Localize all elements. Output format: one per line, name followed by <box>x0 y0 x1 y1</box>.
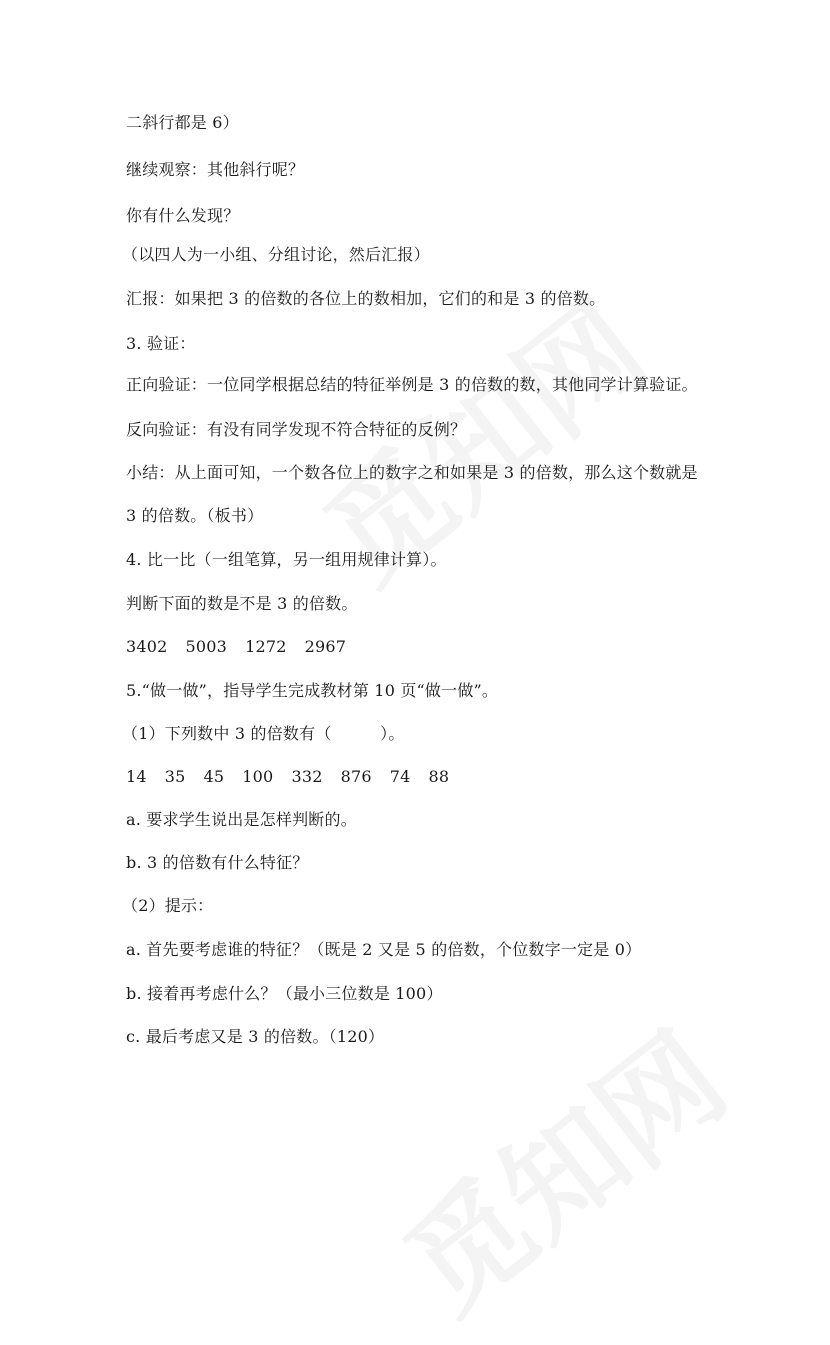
text-line-7: 正向验证：一位同学根据总结的特征举例是 3 的倍数的数，其他同学计算验证。 <box>126 375 698 394</box>
number-list-2 <box>126 766 467 788</box>
number-item: 88 <box>428 767 450 786</box>
text-line-4: （以四人为一小组、分组讨论，然后汇报） <box>122 245 430 264</box>
number-item: 100 <box>242 767 274 786</box>
section-heading-practice: 5.“做一做”，指导学生完成教材第 10 页“做一做”。 <box>126 681 499 700</box>
number-item: 2967 <box>304 637 347 656</box>
text-line-12: 判断下面的数是不是 3 的倍数。 <box>126 594 358 613</box>
section-heading-compare: 4. 比一比（一组笔算，另一组用规律计算）。 <box>126 550 447 569</box>
text-line-17: a. 要求学生说出是怎样判断的。 <box>126 810 357 829</box>
text-line-15: （1）下列数中 3 的倍数有（ ）。 <box>122 724 405 743</box>
text-line-21: b. 接着再考虑什么？（最小三位数是 100） <box>126 984 443 1003</box>
number-item: 876 <box>340 767 372 786</box>
number-item: 35 <box>164 767 186 786</box>
number-item: 332 <box>291 767 323 786</box>
watermark-bottom <box>365 987 755 1344</box>
text-line-10: 3 的倍数。（板书） <box>126 506 264 525</box>
text-line-3: 你有什么发现？ <box>126 206 240 225</box>
text-line-1: 二斜行都是 6） <box>126 113 239 132</box>
number-list-1 <box>126 636 364 658</box>
number-item: 3402 <box>126 637 168 656</box>
text-line-5: 汇报：如果把 3 的倍数的各位上的数相加，它们的和是 3 的倍数。 <box>126 289 606 308</box>
text-line-18: b. 3 的倍数有什么特征？ <box>126 853 309 872</box>
text-line-8: 反向验证：有没有同学发现不符合特征的反例？ <box>126 420 467 439</box>
text-line-20: a. 首先要考虑谁的特征？（既是 2 又是 5 的倍数，个位数字一定是 0） <box>126 940 642 959</box>
text-line-22: c. 最后考虑又是 3 的倍数。（120） <box>126 1027 385 1046</box>
number-item: 14 <box>126 767 147 786</box>
text-line-2: 继续观察：其他斜行呢？ <box>126 160 305 179</box>
section-heading-verify: 3. 验证： <box>126 334 196 353</box>
number-item: 5003 <box>185 637 228 656</box>
number-item: 45 <box>203 767 225 786</box>
number-item: 74 <box>389 767 411 786</box>
text-line-9: 小结：从上面可知，一个数各位上的数字之和如果是 3 的倍数，那么这个数就是 <box>126 463 698 482</box>
text-line-19: （2）提示： <box>122 896 214 915</box>
number-item: 1272 <box>245 637 287 656</box>
